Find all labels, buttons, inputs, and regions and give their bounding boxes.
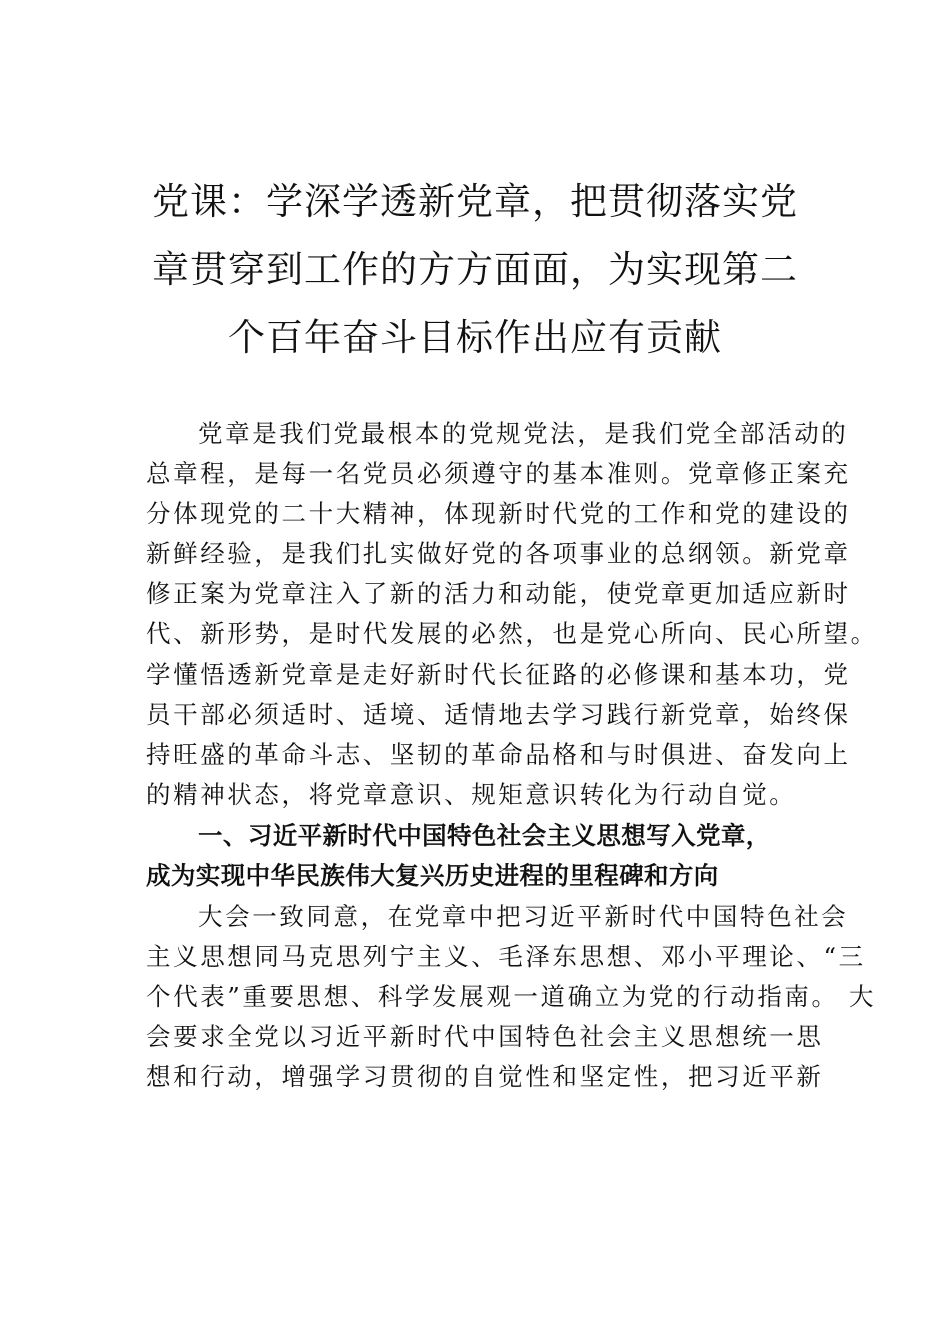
- title-line: 党课：学深学透新党章，把贯彻落实党: [152, 180, 798, 223]
- paragraph-line: 代、新形势，是时代发展的必然，也是党心所向、民心所望。: [146, 619, 878, 649]
- heading-line: 一、习近平新时代中国特色社会主义思想写入党章，: [198, 821, 771, 850]
- paragraph-line: 大会一致同意，在党章中把习近平新时代中国特色社会: [198, 902, 849, 931]
- intro-paragraph: [146, 414, 878, 815]
- paragraph-line: 的精神状态，将党章意识、规矩意识转化为行动自觉。: [146, 779, 797, 809]
- heading-line: 成为实现中华民族伟大复兴历史进程的里程碑和方向: [146, 861, 719, 891]
- paragraph-line: 党章是我们党最根本的党规党法，是我们党全部活动的: [198, 419, 849, 448]
- section-heading: [146, 816, 814, 896]
- paragraph-line: 持旺盛的革命斗志、坚韧的革命品格和与时俱进、奋发向上: [146, 739, 851, 769]
- paragraph-line: 主义思想同马克思列宁主义、毛泽东思想、邓小平理论、“三: [146, 942, 866, 972]
- paragraph-line: 会要求全党以习近平新时代中国特色社会主义思想统一思: [146, 1022, 824, 1052]
- title-line: 个百年奋斗目标作出应有贡献: [228, 316, 722, 359]
- paragraph-line: 员干部必须适时、适境、适情地去学习践行新党章，始终保: [146, 699, 851, 729]
- title-line: 章贯穿到工作的方方面面，为实现第二: [152, 248, 798, 291]
- paragraph-line: 个代表”重要思想、科学发展观一道确立为党的行动指南。 大: [146, 982, 877, 1012]
- paragraph-line: 修正案为党章注入了新的活力和动能，使党章更加适应新时: [146, 579, 851, 609]
- section-paragraph: [146, 897, 877, 1097]
- paragraph-line: 分体现党的二十大精神，体现新时代党的工作和党的建设的: [146, 499, 851, 529]
- paragraph-line: 新鲜经验，是我们扎实做好党的各项事业的总纲领。新党章: [146, 539, 851, 569]
- paragraph-line: 想和行动，增强学习贯彻的自觉性和坚定性，把习近平新: [146, 1062, 824, 1092]
- paragraph-line: 学懂悟透新党章是走好新时代长征路的必修课和基本功，党: [146, 659, 851, 689]
- document-title: [120, 168, 830, 372]
- paragraph-line: 总章程，是每一名党员必须遵守的基本准则。党章修正案充: [146, 459, 851, 489]
